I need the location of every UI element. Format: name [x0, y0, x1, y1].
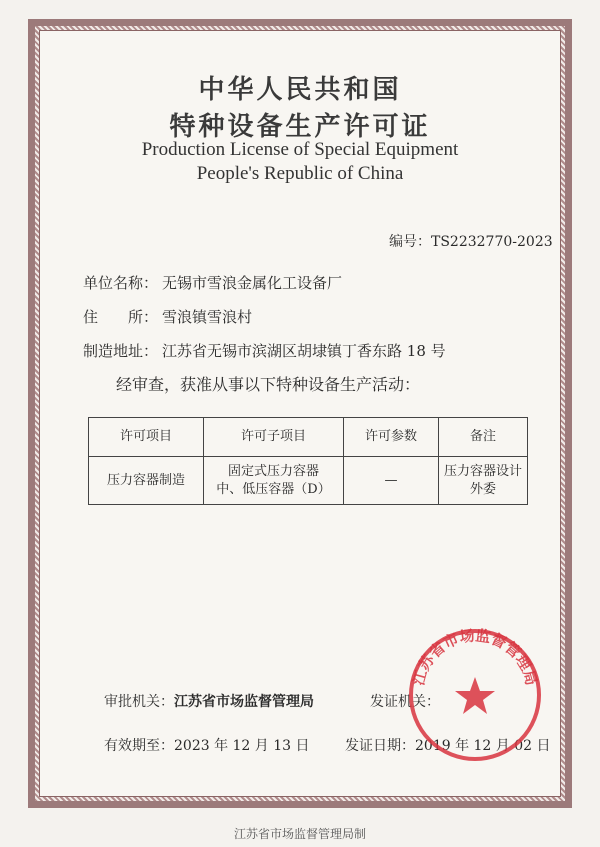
- header-sub: 许可子项目: [204, 418, 344, 457]
- unit-value: 无锡市雪浪金属化工设备厂: [162, 274, 343, 292]
- table-row: [89, 457, 528, 505]
- address-value: 雪浪镇雪浪村: [162, 308, 253, 326]
- title-en-line2: People's Republic of China: [196, 163, 404, 184]
- unit-label: 单位名称：: [83, 274, 159, 292]
- cell-sub-line2: 中、低压容器（D）: [216, 481, 331, 497]
- title-en-line1: Production License of Special Equipment: [141, 139, 459, 160]
- issue-label: 发证日期：: [345, 738, 415, 754]
- cell-note-line2: 外委: [469, 481, 496, 497]
- title-cn-line2: 特种设备生产许可证: [169, 112, 431, 142]
- valid-label: 有效期至：: [104, 738, 174, 754]
- license-table: [88, 417, 528, 505]
- approval-value: 江苏省市场监督管理局: [174, 694, 314, 710]
- table-header-row: [89, 418, 528, 457]
- cell-note: [439, 457, 528, 505]
- approval-label: 审批机关：: [104, 694, 174, 710]
- cell-note-line1: 压力容器设计: [443, 463, 522, 479]
- valid-value: 2023 年 12 月 13 日: [174, 738, 310, 754]
- header-param: 许可参数: [344, 418, 439, 457]
- header-item: 许可项目: [89, 418, 204, 457]
- seal-text: 江苏省市场监督管理局: [409, 626, 541, 688]
- site-value: 江苏省无锡市滨湖区胡埭镇丁香东路 18 号: [162, 342, 446, 360]
- intro-text: 经审查，获准从事以下特种设备生产活动：: [116, 375, 421, 394]
- license-number: 编号：TS2232770-2023: [389, 234, 553, 250]
- official-seal-icon: [405, 625, 545, 765]
- site-label: 制造地址：: [83, 342, 159, 360]
- approval-row: [104, 691, 314, 711]
- footer-text: 江苏省市场监督管理局制: [233, 827, 366, 841]
- address-label: 住 所：: [83, 308, 159, 326]
- cell-item: 压力容器制造: [89, 457, 204, 505]
- site-row: [83, 340, 446, 361]
- address-row: [83, 306, 252, 327]
- unit-row: [83, 272, 342, 293]
- cell-param: —: [344, 457, 439, 505]
- header-note: 备注: [439, 418, 528, 457]
- issuer-label: 发证机关：: [370, 694, 440, 710]
- issue-value: 2019 年 12 月 02 日: [415, 738, 551, 754]
- title-cn-line1: 中华人民共和国: [198, 75, 402, 105]
- valid-row: [104, 735, 310, 755]
- cell-sub-line1: 固定式压力容器: [227, 463, 319, 479]
- cell-sub: [204, 457, 344, 505]
